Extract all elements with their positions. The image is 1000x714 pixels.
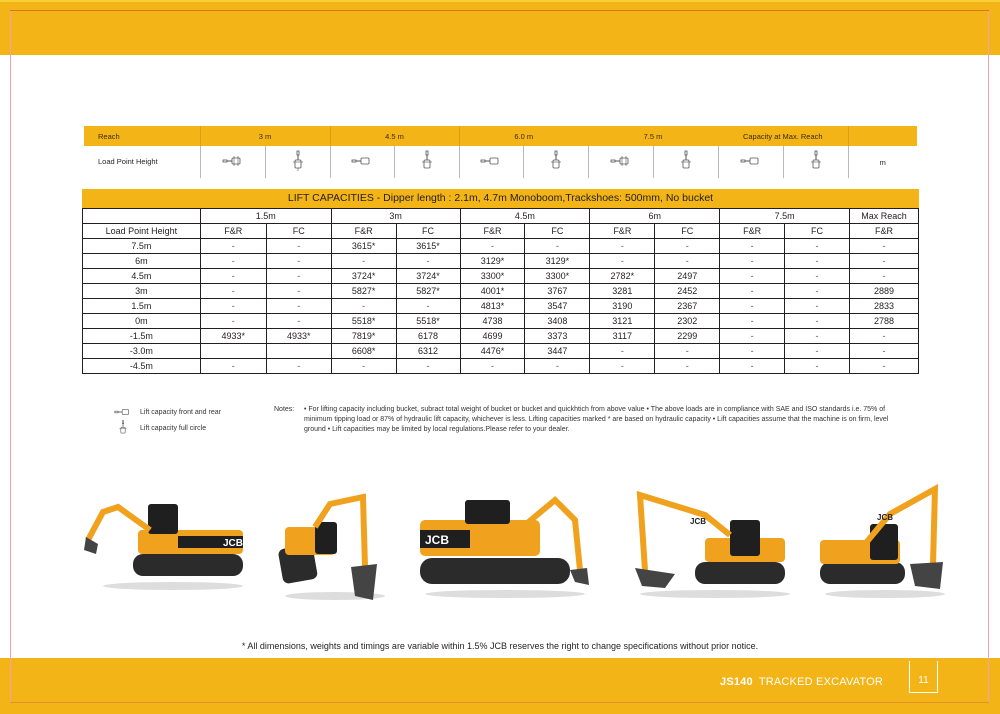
capacity-cell: 2299 [655,329,720,344]
sub-header: F&R [460,224,525,239]
capacity-cell: - [785,344,850,359]
capacity-cell: - [331,299,396,314]
capacity-cell: - [525,239,590,254]
lift-front-rear-icon [112,407,134,417]
capacity-cell: 3121 [590,314,655,329]
capacity-cell: - [266,239,331,254]
capacity-cell: - [720,314,785,329]
capacity-cell: - [266,269,331,284]
sub-header: FC [396,224,460,239]
excavator-image-2 [275,492,390,602]
svg-text:JCB: JCB [690,517,707,526]
capacity-cell: - [720,299,785,314]
reach-6m: 6.0 m [459,126,588,146]
lift-front-rear-icon [200,146,265,178]
capacity-cell: 5827* [396,284,460,299]
capacity-cell: - [200,299,266,314]
capacity-cell: - [850,239,919,254]
lift-full-circle-icon [653,146,718,178]
svg-text:JCB: JCB [877,513,894,522]
row-height-label: 7.5m [83,239,201,254]
capacity-cell: 3129* [525,254,590,269]
capacity-cell: 2889 [850,284,919,299]
row-height-label: 6m [83,254,201,269]
table-row [83,239,919,254]
capacity-cell: - [266,284,331,299]
table-row [83,314,919,329]
capacity-cell: - [785,359,850,374]
capacity-cell: 3615* [331,239,396,254]
capacity-cell: - [720,239,785,254]
excavator-image-3 [415,490,595,600]
capacity-cell: - [850,359,919,374]
capacity-cell: 4699 [460,329,525,344]
capacity-cell: 5827* [331,284,396,299]
reach-label: Reach [84,126,200,146]
capacity-cell: 4738 [460,314,525,329]
page-number: 11 [909,661,938,693]
capacity-cell: 3547 [525,299,590,314]
capacity-cell: 3373 [525,329,590,344]
capacity-cell: 3408 [525,314,590,329]
capacity-cell: - [720,359,785,374]
svg-text:JCB: JCB [425,533,450,547]
capacity-cell: - [396,299,460,314]
sub-header: F&R [590,224,655,239]
lift-capacities-title: LIFT CAPACITIES - Dipper length : 2.1m, 4.7m Monoboom,Trackshoes: 500mm, No bucket [82,189,919,208]
row-height-label: 4.5m [83,269,201,284]
lift-full-circle-icon [112,420,134,436]
lift-front-rear-icon [330,146,394,178]
load-point-height-label: Load Point Height [98,157,158,166]
capacity-cell: 3615* [396,239,460,254]
capacity-cell: 6312 [396,344,460,359]
capacity-cell: 6608* [331,344,396,359]
reach-table [84,126,917,178]
capacity-cell: - [850,269,919,284]
capacity-cell: - [655,359,720,374]
capacity-cell: 3724* [331,269,396,284]
reach-max: Capacity at Max. Reach [718,126,848,146]
sub-header: FC [655,224,720,239]
capacity-cell: - [200,284,266,299]
row-height-label: 3m [83,284,201,299]
lift-capacities-table [82,208,919,374]
capacity-cell: 4933* [200,329,266,344]
lift-full-circle-icon [523,146,588,178]
blank-header [83,209,201,224]
lift-full-circle-icon [783,146,848,178]
capacity-cell: - [590,359,655,374]
capacity-cell: 2497 [655,269,720,284]
row-height-label: 0m [83,314,201,329]
row-height-label: -1.5m [83,329,201,344]
table-row [83,344,919,359]
capacity-cell: - [266,299,331,314]
legend [112,405,221,437]
capacity-cell: - [200,239,266,254]
capacity-cell: 5518* [331,314,396,329]
excavator-image-5 [815,484,945,599]
capacity-cell: 3281 [590,284,655,299]
excavator-image-1 [78,492,248,592]
row-height-label: -4.5m [83,359,201,374]
capacity-cell: - [266,359,331,374]
capacity-cell: 4476* [460,344,525,359]
capacity-cell [200,344,266,359]
sub-header: F&R [331,224,396,239]
notes-label: Notes: [274,406,295,413]
capacity-cell: 3767 [525,284,590,299]
capacity-cell: - [590,239,655,254]
sub-header: F&R [200,224,266,239]
capacity-cell: - [331,359,396,374]
excavator-image-4 [630,490,795,600]
capacity-cell: - [785,254,850,269]
capacity-cell: - [590,254,655,269]
table-row [83,359,919,374]
lift-front-rear-icon [459,146,523,178]
capacity-cell: - [460,239,525,254]
capacity-cell: 7819* [331,329,396,344]
lift-full-circle-icon [265,146,330,178]
capacity-cell: 5518* [396,314,460,329]
sub-header: FC [785,224,850,239]
lift-full-circle-icon [394,146,459,178]
table-row [83,269,919,284]
notes [274,405,904,435]
capacity-cell: - [655,254,720,269]
row-height-label: -3.0m [83,344,201,359]
capacity-cell: 3190 [590,299,655,314]
header-band [0,0,1000,55]
capacity-cell: - [720,329,785,344]
table-row [83,299,919,314]
capacity-cell: 3447 [525,344,590,359]
capacity-cell: - [850,344,919,359]
notes-text: • For lifting capacity including bucket, subract total weight of bucket or bucket and quickhtich from above value • The above loads are in compliance with SAE and ISO standards i.e. 75% of minimum tipping load or 87% of hydraulic lift capacity, whichever is less. Lifting capacities marked * are based on hydraulic capacity • Lift capacities assume that the machine is on firm, level ground • Lift capacities may be limited by local regulations.Please refer to your dealer. [304,406,889,433]
capacity-cell: 4001* [460,284,525,299]
capacity-cell: - [200,359,266,374]
reach-unit-header [848,126,917,146]
capacity-cell: - [785,329,850,344]
group-3m: 3m [331,209,460,224]
capacity-cell: 2833 [850,299,919,314]
legend-front-rear: Lift capacity front and rear [140,408,221,416]
capacity-cell: - [266,314,331,329]
capacity-cell: 6178 [396,329,460,344]
capacity-cell: - [266,254,331,269]
reach-unit: m [848,146,917,178]
group-6m: 6m [590,209,720,224]
group-7-5m: 7.5m [720,209,850,224]
capacity-cell: 3300* [460,269,525,284]
reach-7-5m: 7.5 m [588,126,718,146]
group-1-5m: 1.5m [200,209,331,224]
disclaimer-footnote: * All dimensions, weights and timings are variable within 1.5% JCB reserves the right to change specifications without prior notice. [241,641,759,651]
sub-header: F&R [720,224,785,239]
capacity-cell: - [525,359,590,374]
capacity-cell: - [785,299,850,314]
capacity-cell: - [720,254,785,269]
capacity-cell: 3300* [525,269,590,284]
table-row [83,284,919,299]
capacity-cell: 4813* [460,299,525,314]
capacity-cell: 2302 [655,314,720,329]
sub-header: FC [525,224,590,239]
capacity-cell: - [331,254,396,269]
table-row [83,254,919,269]
capacity-cell: - [200,314,266,329]
capacity-cell: - [785,314,850,329]
legend-full-circle: Lift capacity full circle [140,424,207,432]
footer-title [720,676,883,688]
frame-top-line [10,10,989,11]
capacity-cell: 2788 [850,314,919,329]
capacity-cell: 4933* [266,329,331,344]
capacity-cell: - [590,344,655,359]
group-4-5m: 4.5m [460,209,590,224]
capacity-cell: 3117 [590,329,655,344]
capacity-cell [266,344,331,359]
capacity-cell: 2367 [655,299,720,314]
capacity-cell: 3129* [460,254,525,269]
capacity-cell: - [396,254,460,269]
capacity-cell: - [785,284,850,299]
lift-front-rear-icon [718,146,783,178]
frame-bottom-line [10,702,989,703]
row-header: Load Point Height [83,224,201,239]
capacity-cell: 2452 [655,284,720,299]
capacity-cell: 2782* [590,269,655,284]
model-name: JS140 [720,676,753,688]
sub-header: FC [266,224,331,239]
sub-header: F&R [850,224,919,239]
capacity-cell: - [200,254,266,269]
capacity-cell: - [850,329,919,344]
capacity-cell: - [785,239,850,254]
table-row [83,329,919,344]
svg-text:JCB: JCB [223,538,244,549]
group-max-reach: Max Reach [850,209,919,224]
reach-3m: 3 m [200,126,330,146]
capacity-cell: - [655,239,720,254]
capacity-cell: - [655,344,720,359]
capacity-cell: - [720,284,785,299]
capacity-cell: - [850,254,919,269]
capacity-cell: - [720,269,785,284]
capacity-cell: - [396,359,460,374]
reach-4-5m: 4.5 m [330,126,459,146]
product-name: TRACKED EXCAVATOR [758,676,884,688]
capacity-cell: - [785,269,850,284]
capacity-cell: - [720,344,785,359]
capacity-cell: - [200,269,266,284]
capacity-cell: - [460,359,525,374]
row-height-label: 1.5m [83,299,201,314]
capacity-cell: 3724* [396,269,460,284]
lift-front-rear-icon [588,146,653,178]
